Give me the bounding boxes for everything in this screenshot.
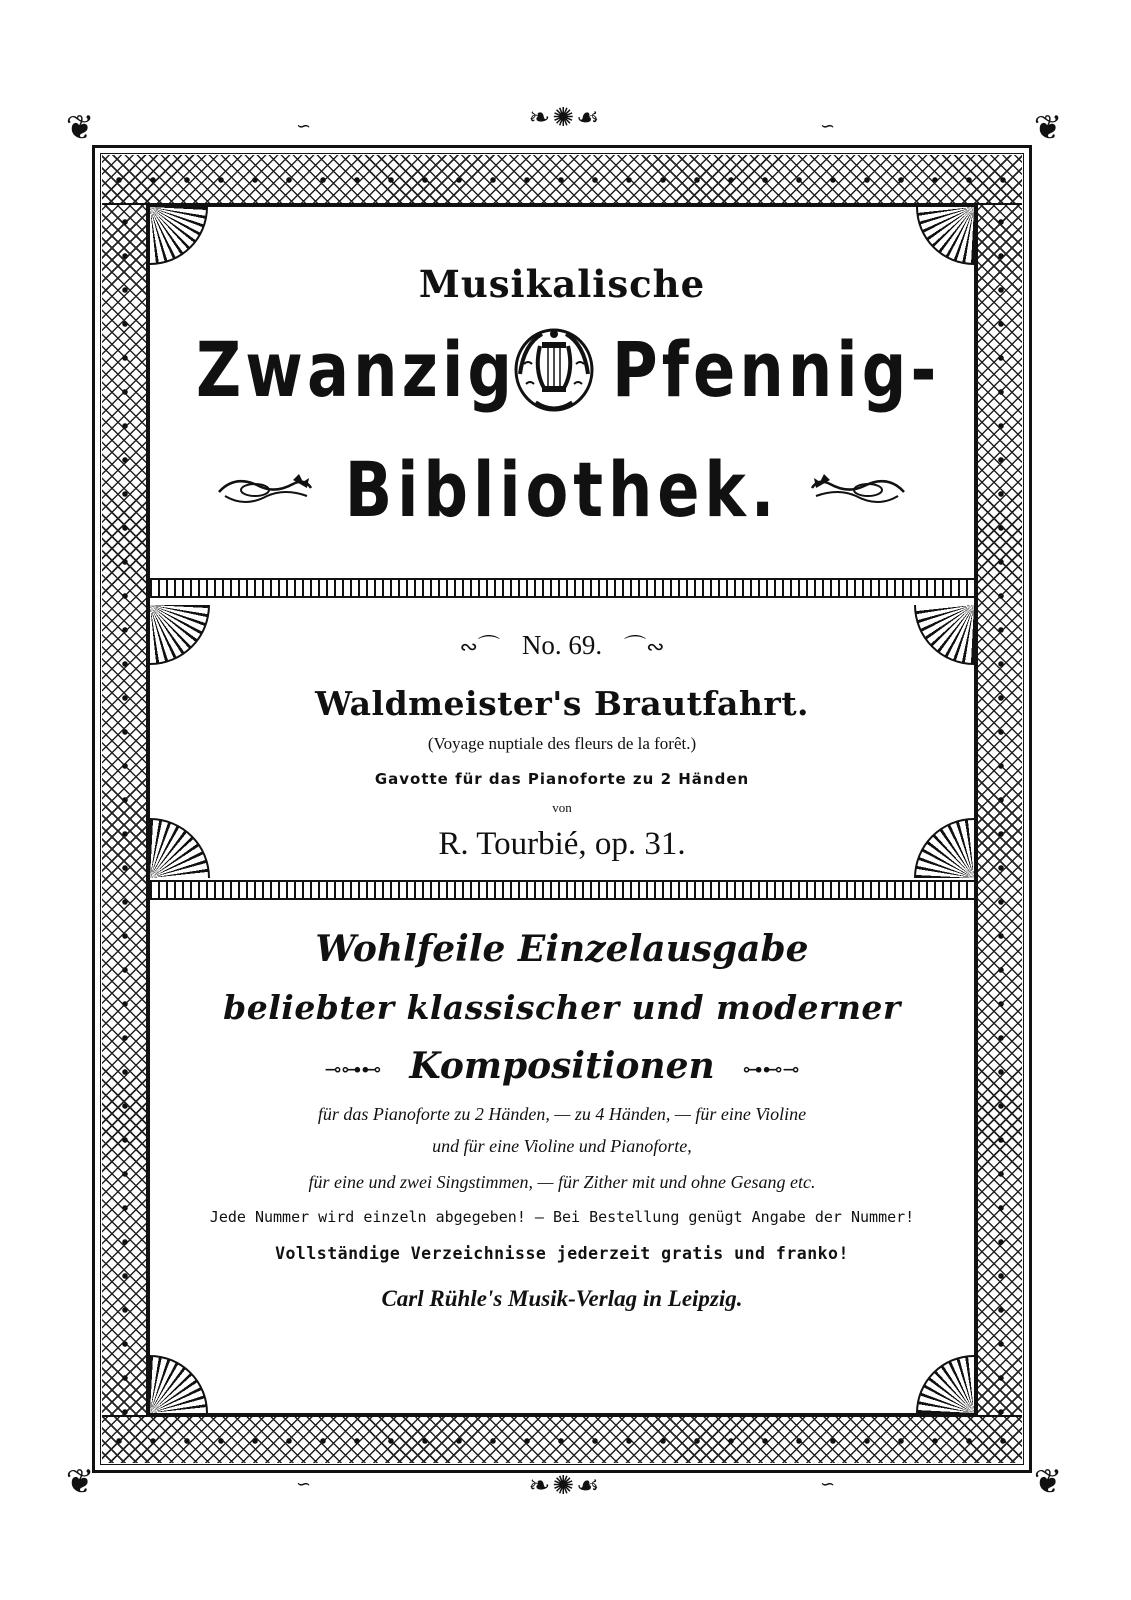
composer-name: R. Tourbié, op. 31. (438, 826, 686, 862)
scroll-flourish-icon: ∽ (296, 1474, 312, 1495)
advert-catalog-note: Vollständige Verzeichnisse jederzeit gratis und franko! (275, 1244, 849, 1263)
ornamental-divider (150, 880, 974, 900)
crest-ornament-icon: ❧✺☙ (528, 1471, 602, 1501)
scroll-flourish-icon: ∽ (820, 116, 836, 137)
scroll-flourish-icon: ∾⌒ (459, 634, 500, 659)
by-label: von (552, 800, 572, 815)
scroll-flourish-icon (808, 470, 908, 510)
issue-number-row (150, 630, 974, 661)
advert-instruments-line1: für das Pianoforte zu 2 Händen, — zu 4 Händen, — für eine Violine (317, 1104, 807, 1124)
series-title-line2 (150, 320, 974, 420)
border-band-left (102, 205, 148, 1415)
series-title-word-right: Pfennig- (612, 325, 941, 414)
series-title-word-left: Zwanzig (196, 325, 517, 414)
corner-flourish-icon: ❦ (1033, 1462, 1063, 1502)
scroll-flourish-icon: ⊶⊷⊸ (742, 1057, 800, 1081)
piece-description: Gavotte für das Pianoforte zu 2 Händen (374, 770, 750, 788)
series-title-line3: Bibliothek. (344, 445, 780, 534)
corner-flourish-icon: ❦ (65, 1462, 95, 1502)
issue-number: No. 69. (521, 630, 603, 660)
advert-heading-line3 (150, 1045, 974, 1087)
scroll-flourish-icon: ∽ (296, 116, 312, 137)
publisher-name: Carl Rühle's Musik-Verlag in Leipzig. (381, 1286, 743, 1311)
lyre-wreath-icon (512, 324, 596, 414)
border-band-top (102, 155, 1022, 205)
advert-heading-word: Kompositionen (409, 1045, 715, 1087)
advert-instruments-line2: und für eine Violine und Pianoforte, (432, 1136, 692, 1156)
piece-title: Waldmeister's Brautfahrt. (314, 684, 810, 723)
scroll-flourish-icon: ⌒∾ (624, 634, 665, 659)
advert-ordering-note: Jede Nummer wird einzeln abgegeben! — Bei Bestellung genügt Angabe der Nummer! (209, 1208, 915, 1226)
scroll-flourish-icon: ∽ (820, 1474, 836, 1495)
ornamental-divider (150, 578, 974, 598)
corner-flourish-icon: ❦ (65, 108, 95, 148)
border-band-right (976, 205, 1022, 1415)
series-title-line1: Musikalische (418, 262, 706, 306)
advert-instruments-line3: für eine und zwei Singstimmen, — für Zither mit und ohne Gesang etc. (308, 1172, 816, 1192)
advert-heading-line2: beliebter klassischer und moderner (223, 988, 901, 1027)
advert-heading-line1: Wohlfeile Einzelausgabe (315, 928, 809, 970)
corner-flourish-icon: ❦ (1033, 108, 1063, 148)
scroll-flourish-icon: ⊸⊶⊷ (324, 1057, 382, 1081)
piece-subtitle-french: (Voyage nuptiale des fleurs de la forêt.) (427, 734, 697, 753)
border-band-bottom (102, 1415, 1022, 1463)
crest-ornament-icon: ❧✺☙ (528, 103, 602, 133)
